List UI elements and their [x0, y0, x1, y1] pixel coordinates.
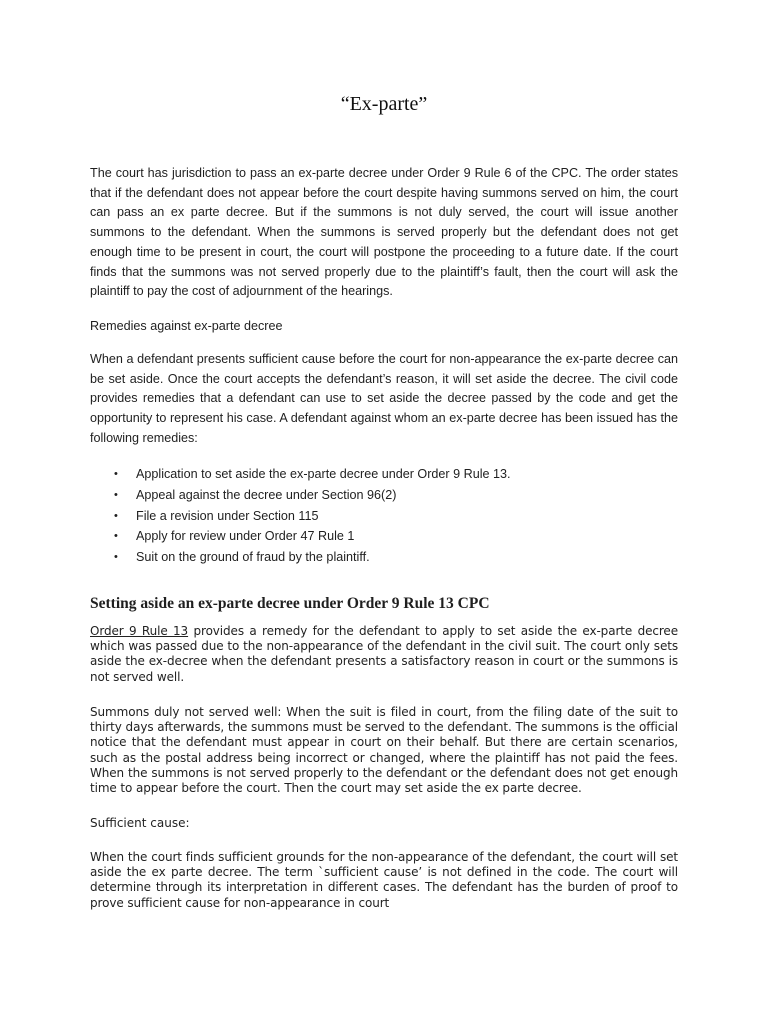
intro-paragraph: The court has jurisdiction to pass an ex-parte decree under Order 9 Rule 6 of the CPC. The order states that if the defendant does not appear before the court despite having summons served on him, the court can pass an ex parte decree. But if the summons is not duly served, the court will issue another summons to the defendant. When the summons is served properly but the defendant does not get enough time to be present in court, the court will postpone the proceeding to a future date. If the court finds that the summons was not served properly due to the plaintiff’s fault, then the court will ask the plaintiff to pay the cost of adjournment of the hearings.	[90, 166, 678, 299]
bullet-icon: •	[114, 468, 118, 480]
summons-paragraph: Summons duly not served well: When the suit is filed in court, from the filing date of the suit to thirty days afterwards, the summons must be served to the defendant. The summons is the official notice that the defendant must appear in court on their behalf. But there are certain scenarios, such as the postal address being incorrect or changed, where the plaintiff has not paid the fees. When the summons is not served properly to the defendant or the defendant does not get enough time to appear before the court. Then the court may set aside the ex parte decree.	[90, 705, 678, 796]
list-item-text: Application to set aside the ex-parte decree under Order 9 Rule 13.	[136, 467, 511, 481]
section-paragraph	[90, 624, 678, 685]
list-item	[90, 464, 678, 485]
remedies-paragraph: When a defendant presents sufficient cause before the court for non-appearance the ex-parte decree can be set aside. Once the court accepts the defendant’s reason, it will set aside the decree. The civil code provides remedies that a defendant can use to set aside the decree passed by the code and get the opportunity to represent his case. A defendant against whom an ex-parte decree has been issued has the following remedies:	[90, 352, 678, 445]
list-item-text: Appeal against the decree under Section 96(2)	[136, 487, 397, 502]
section-heading: Setting aside an ex-parte decree under Order 9 Rule 13 CPC	[90, 595, 490, 612]
bullet-icon: •	[114, 488, 118, 501]
sufficient-cause-heading: Sufficient cause:	[90, 816, 190, 830]
remedies-heading: Remedies against ex-parte decree	[90, 319, 283, 333]
list-item	[90, 547, 678, 568]
document-title: “Ex-parte”	[340, 93, 428, 115]
bullet-icon: •	[114, 509, 118, 522]
list-item	[90, 485, 678, 506]
remedies-list	[90, 464, 678, 568]
list-item-text: Apply for review under Order 47 Rule 1	[136, 529, 355, 544]
bullet-icon: •	[114, 551, 118, 564]
section-paragraph-text: provides a remedy for the defendant to apply to set aside the ex-parte decree which was passed due to the non-appearance of the defendant in the civil suit. The court only sets aside the ex-decree when the defendant presents a satisfactory reason in court or the summons is not served well.	[90, 624, 678, 684]
list-item-text: Suit on the ground of fraud by the plaintiff.	[136, 550, 370, 565]
bullet-icon: •	[114, 530, 118, 543]
order-link[interactable]: Order 9 Rule 13	[90, 624, 189, 638]
list-item	[90, 526, 678, 547]
list-item-text: File a revision under Section 115	[136, 508, 319, 523]
list-item	[90, 506, 678, 527]
sufficient-cause-paragraph: When the court finds sufficient grounds for the non-appearance of the defendant, the court will set aside the ex parte decree. The term `sufficient cause’ is not defined in the code. The court will determine through its interpretation in different cases. The defendant has the burden of proof to prove sufficient cause for non-appearance in court	[90, 850, 678, 910]
